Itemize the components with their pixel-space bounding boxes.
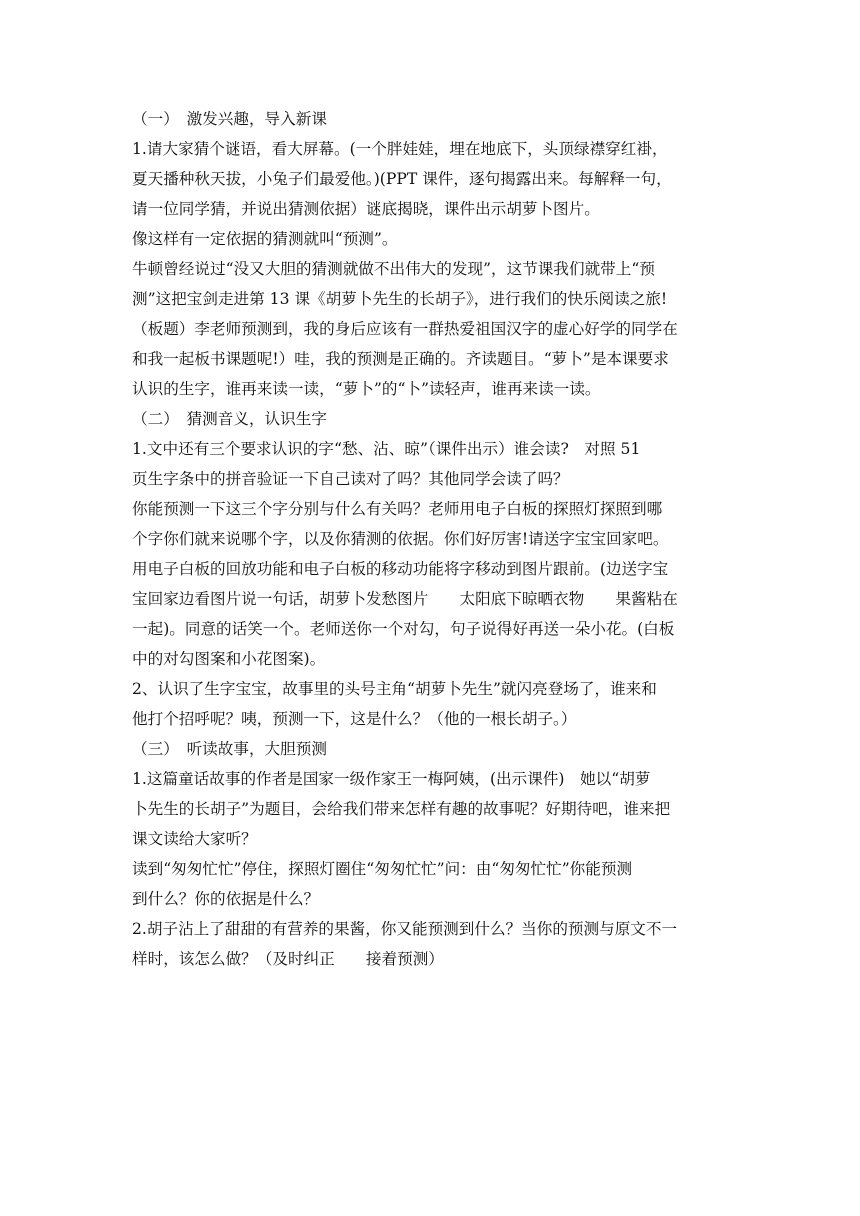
paragraph-line: 2、认识了生字宝宝，故事里的头号主角“胡萝卜先生”就闪亮登场了，谁来和 bbox=[132, 680, 657, 698]
paragraph-line: 1.请大家猜个谜语，看大屏幕。(一个胖娃娃，埋在地底下，头顶绿襟穿红褂， bbox=[132, 140, 668, 158]
paragraph-line: 2.胡子沾上了甜甜的有营养的果酱，你又能预测到什么？当你的预测与原文不一 bbox=[132, 920, 678, 938]
paragraph-line: （板题）李老师预测到，我的身后应该有一群热爱祖国汉字的虚心好学的同学在 bbox=[132, 320, 678, 338]
paragraph-line: 他打个招呼呢？咦，预测一下，这是什么？（他的一根长胡子。） bbox=[132, 710, 577, 728]
paragraph-line: 请一位同学猜，并说出猜测依据）谜底揭晓，课件出示胡萝卜图片。 bbox=[132, 200, 600, 218]
paragraph-line: 宝回家边看图片说一句话，胡萝卜发愁图片 太阳底下晾晒衣物 果酱粘在 bbox=[132, 590, 678, 608]
section-heading-3: （三） 听读故事，大胆预测 bbox=[132, 740, 327, 758]
paragraph-line: 课文读给大家听？ bbox=[132, 830, 257, 848]
paragraph-line: 你能预测一下这三个字分别与什么有关吗？老师用电子白板的探照灯探照到哪 bbox=[132, 500, 663, 518]
paragraph-line: 1.文中还有三个要求认识的字“愁、沾、晾”（课件出示）谁会读? 对照 51 bbox=[132, 440, 641, 458]
section-heading-2: （二） 猜测音义，认识生字 bbox=[132, 410, 327, 428]
paragraph-line: 中的对勾图案和小花图案)。 bbox=[132, 650, 326, 668]
paragraph-line: 用电子白板的回放功能和电子白板的移动功能将字移动到图片跟前。(边送字宝 bbox=[132, 560, 669, 578]
paragraph-line: 一起)。同意的话笑一个。老师送你一个对勾，句子说得好再送一朵小花。(白板 bbox=[132, 620, 675, 638]
paragraph-line: 测”这把宝剑走进第 13 课《胡萝卜先生的长胡子》，进行我们的快乐阅读之旅! bbox=[132, 290, 668, 308]
paragraph-line: 页生字条中的拼音验证一下自己读对了吗？其他同学会读了吗？ bbox=[132, 470, 569, 488]
paragraph-line: 样时，该怎么做？（及时纠正 接着预测） bbox=[132, 950, 444, 968]
paragraph-line: 牛顿曾经说过“没又大胆的猜测就做不出伟大的发现”，这节课我们就带上“预 bbox=[132, 260, 655, 278]
paragraph-line: 到什么？你的依据是什么？ bbox=[132, 890, 320, 908]
document-body bbox=[132, 104, 732, 974]
paragraph-line: 卜先生的长胡子”为题目，会给我们带来怎样有趣的故事呢？好期待吧，谁来把 bbox=[132, 800, 671, 818]
paragraph-line: 认识的生字，谁再来读一读，“萝卜”的“卜”读轻声，谁再来读一读。 bbox=[132, 380, 601, 398]
paragraph-line: 1.这篇童话故事的作者是国家一级作家王一梅阿姨，(出示课件) 她以“胡萝 bbox=[132, 770, 651, 788]
paragraph-line: 读到“匆匆忙忙”停住，探照灯圈住“匆匆忙忙”问：由“匆匆忙忙”你能预测 bbox=[132, 860, 633, 878]
section-heading-1: （一） 激发兴趣，导入新课 bbox=[132, 110, 327, 128]
paragraph-line: 个字你们就来说哪个字，以及你猜测的依据。你们好厉害!请送字宝宝回家吧。 bbox=[132, 530, 669, 548]
paragraph-line: 和我一起板书课题呢!）哇，我的预测是正确的。齐读题目。“萝卜”是本课要求 bbox=[132, 350, 669, 368]
paragraph-line: 夏天播种秋天拔，小兔子们最爱他。)(PPT 课件，逐句揭露出来。每解释一句， bbox=[132, 170, 672, 188]
paragraph-line: 像这样有一定依据的猜测就叫“预测”。 bbox=[132, 230, 398, 248]
